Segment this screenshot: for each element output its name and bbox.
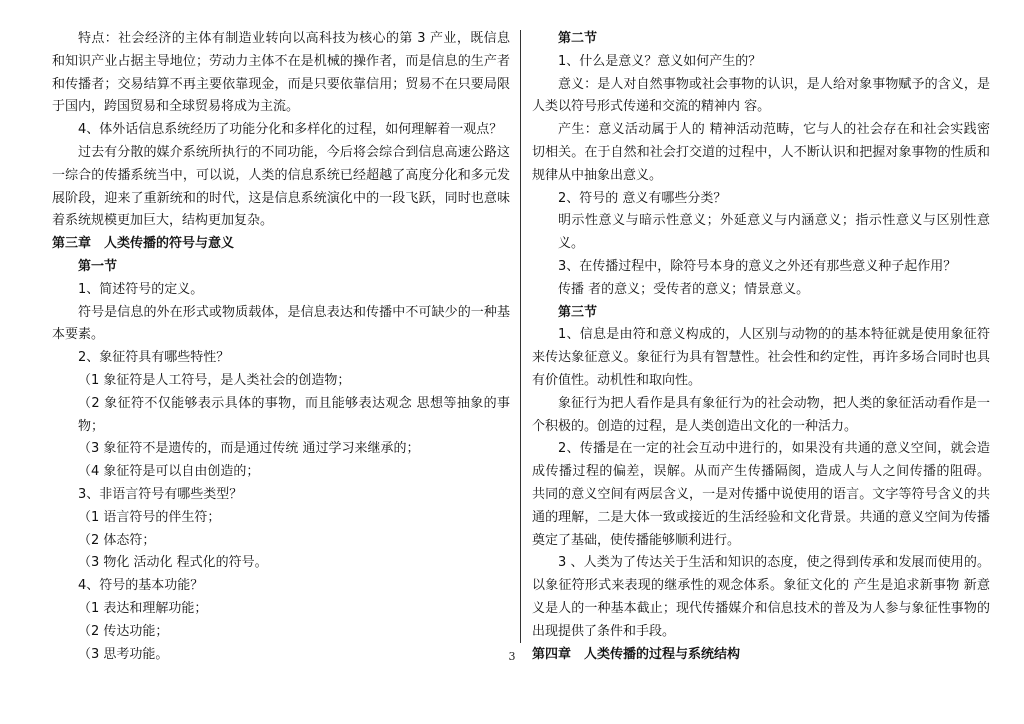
paragraph: 符号是信息的外在形式或物质载体，是信息表达和传播中不可缺少的一种基本要素。 <box>52 304 510 343</box>
paragraph: 3 、人类为了传达关于生活和知识的态度，使之得到传承和发展而使用的。以象征符形式来表现的继承性的观念体系。象征文化的 产生是追求新事物 新意义是人的一种基本截止；现代传播媒介和信息技术的普及为人参与象征性事物的出现提供了条件和手段。 <box>532 555 990 639</box>
list-item: 2、符号的 意义有哪些分类？ <box>558 190 727 206</box>
list-item: （1 象征符是人工符号，是人类社会的创造物； <box>78 372 351 388</box>
section-heading: 第三节 <box>558 304 598 320</box>
paragraph: 意义：是人对自然事物或社会事物的认识，是人给对象事物赋予的含义，是人类以符号形式传递和交流的精神内 容。 <box>532 76 990 115</box>
paragraph: 特点：社会经济的主体有制造业转向以高科技为核心的第 3 产业，既信息和知识产业占据主导地位；劳动力主体不在是机械的操作者，而是信息的生产者和传播者；交易结算不再主要依靠现金，而是只要依靠信用；贸易不在只要局限于国内，跨国贸易和全球贸易将成为主流。 <box>52 31 510 115</box>
chapter-heading: 第四章 人类传播的过程与系统结构 <box>532 646 741 662</box>
paragraph: 象征行为把人看作是具有象征行为的社会动物，把人类的象征活动看作是一个积极的。创造的过程，是人类创造出文化的一种活力。 <box>532 395 990 434</box>
paragraph: 1、信息是由符和意义构成的，人区别与动物的的基本特征就是使用象征符来传达象征意义。象征行为具有智慧性。社会性和约定性，再许多场合同时也具有价值性。动机性和取向性。 <box>532 327 990 388</box>
list-item: （4 象征符是可以自由创造的； <box>78 464 260 480</box>
list-item: 1、什么是意义？意义如何产生的？ <box>558 53 762 69</box>
list-item: 1、简述符号的定义。 <box>78 281 204 297</box>
list-item: 明示性意义与暗示性意义；外延意义与内涵意义；指示性意义与区别性意义。 <box>558 213 990 252</box>
section-heading: 第二节 <box>558 31 598 46</box>
list-item: （3 物化 活动化 程式化的符号。 <box>78 555 268 571</box>
list-item: 3、在传播过程中，除符号本身的意义之外还有那些意义种子起作用？ <box>558 258 957 274</box>
paragraph: 2、传播是在一定的社会互动中进行的，如果没有共通的意义空间，就会造成传播过程的偏差，误解。从而产生传播隔阂，造成人与人之间传播的阻碍。 共同的意义空间有两层含义，一是对传播中说使用的语言。文字等符号含义的共通的理解，二是大体一致或接近的生活经验和文化背景。共通的意义空间为传播奠定了基础，使传播能够顺利进行。 <box>532 441 990 548</box>
right-column <box>532 28 990 666</box>
list-item: （2 体态符； <box>78 532 156 548</box>
list-item: （2 传达功能； <box>78 623 169 639</box>
page-number: 3 <box>508 650 516 663</box>
list-item: 4、符号的基本功能？ <box>78 578 204 594</box>
list-item: （1 语言符号的伴生符； <box>78 509 221 525</box>
list-item: （1 表达和理解功能； <box>78 600 208 616</box>
list-item: （2 象征符不仅能够表示具体的事物，而且能够表达观念 思想等抽象的事物； <box>78 395 510 434</box>
list-item: 2、象征符具有哪些特性？ <box>78 350 230 366</box>
column-divider <box>520 30 521 643</box>
left-column <box>52 28 510 666</box>
paragraph: 产生：意义活动属于人的 精神活动范畴，它与人的社会存在和社会实践密切相关。在于自然和社会打交道的过程中，人不断认识和把握对象事物的性质和规律从中抽象出意义。 <box>532 122 990 183</box>
list-item: （3 象征符不是遗传的，而是通过传统 通过学习来继承的； <box>78 441 420 457</box>
list-item: 3、非语言符号有哪些类型？ <box>78 486 243 502</box>
list-item: 传播 者的意义；受传者的意义；情景意义。 <box>558 281 810 297</box>
list-item: （3 思考功能。 <box>78 646 169 662</box>
chapter-heading: 第三章 人类传播的符号与意义 <box>52 236 235 252</box>
section-heading: 第一节 <box>78 258 118 274</box>
paragraph: 4、体外话信息系统经历了功能分化和多样化的过程，如何理解着一观点？ <box>78 122 503 138</box>
paragraph: 过去有分散的媒介系统所执行的不同功能，今后将会综合到信息高速公路这一综合的传播系统当中，可以说，人类的信息系统已经超越了高度分化和多元发展阶段，迎来了重新统和的时代，这是信息系统演化中的一段飞跃，同时也意味着系统规模更加巨大，结构更加复杂。 <box>52 144 510 229</box>
